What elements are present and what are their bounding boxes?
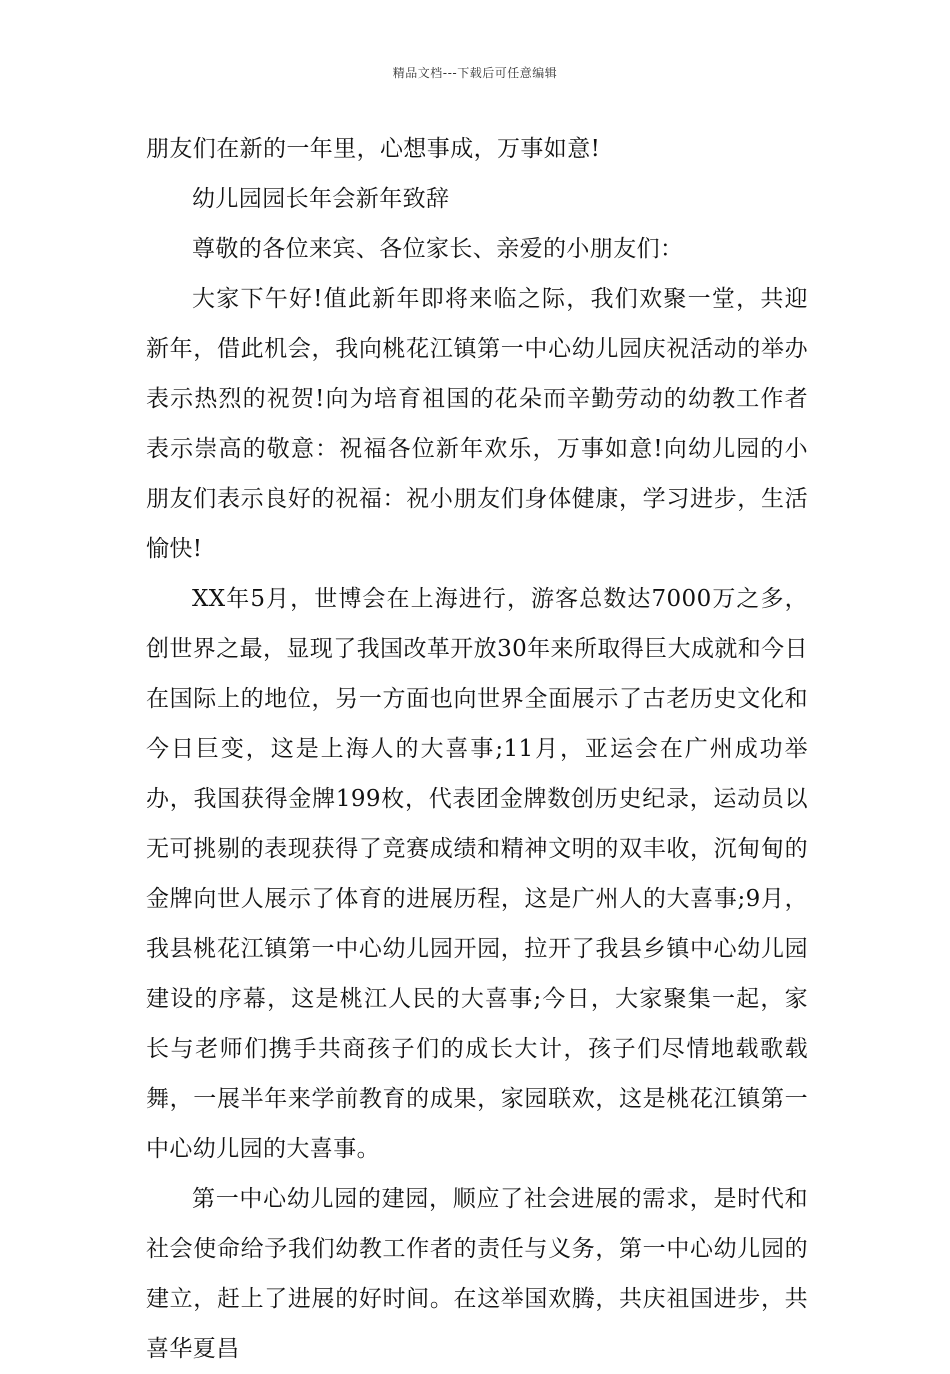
paragraph-closing-line: 朋友们在新的一年里，心想事成，万事如意! [146, 136, 601, 162]
paragraph-events: XX年5月，世博会在上海进行，游客总数达7000万之多，创世界之最，显现了我国改革开放30年来所取得巨大成就和今日在国际上的地位，另一方面也向世界全面展示了古老历史文化和今日巨变，这是上海人的大喜事;11月，亚运会在广州成功举办，我国获得金牌199枚，代表团金牌数创历史纪录，运动员以无可挑剔的表现获得了竞赛成绩和精神文明的双丰收，沉甸甸的金牌向世人展示了体育的进展历程，这是广州人的大喜事;9月，我县桃花江镇第一中心幼儿园开园，拉开了我县乡镇中心幼儿园建设的序幕，这是桃江人民的大喜事;今日，大家聚集一起，家长与老师们携手共商孩子们的成长大计，孩子们尽情地载歌载舞，一展半年来学前教育的成果，家园联欢，这是桃花江镇第一中心幼儿园的大喜事。 [146, 586, 808, 1162]
document-body [146, 124, 808, 1374]
salutation: 尊敬的各位来宾、各位家长、亲爱的小朋友们： [192, 236, 684, 262]
page-header: 精品文档---下载后可任意编辑 [392, 66, 558, 80]
paragraph-founding: 第一中心幼儿园的建园，顺应了社会进展的需求，是时代和社会使命给予我们幼教工作者的责任与义务，第一中心幼儿园的建立，赶上了进展的好时间。在这举国欢腾，共庆祖国进步，共喜华夏昌 [146, 1186, 808, 1362]
paragraph-greeting: 大家下午好!值此新年即将来临之际，我们欢聚一堂，共迎新年，借此机会，我向桃花江镇第一中心幼儿园庆祝活动的举办表示热烈的祝贺!向为培育祖国的花朵而辛勤劳动的幼教工作者表示崇高的敬意：祝福各位新年欢乐，万事如意!向幼儿园的小朋友们表示良好的祝福：祝小朋友们身体健康，学习进步，生活愉快! [146, 286, 808, 562]
section-title: 幼儿园园长年会新年致辞 [192, 186, 450, 212]
